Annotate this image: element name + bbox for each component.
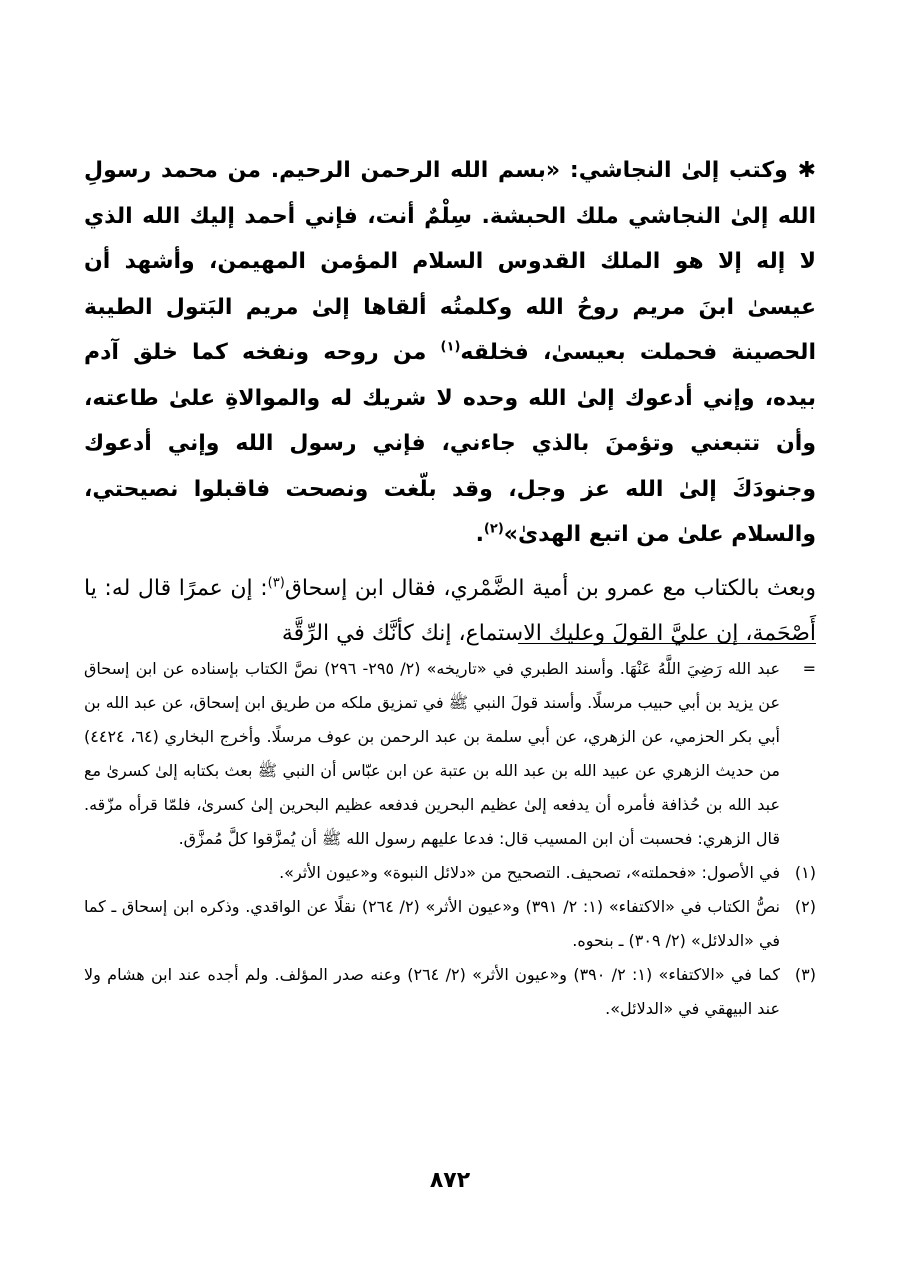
footnote-3-number: (٣) xyxy=(794,965,816,984)
paragraph-letter-cont: من روحه ونفخه كما خلق آدم بيده، وإني أدعوك إلىٰ الله وحده لا شريك له والموالاةِ علىٰ طاعته، وأن تتبعني وتؤمنَ بالذي جاءني، فإني رسول الله وإني أدعوك وجنودَكَ إلىٰ الله عز وجل، وقد بلّغت ونصحت فاقبلوا نصيحتي، والسلام علىٰ من اتبع الهدىٰ» xyxy=(84,340,816,547)
footnote-ref-1: (١) xyxy=(440,339,461,355)
paragraph-envoy-cont: : إن عمرًا قال له: يا أَصْحَمة، إن عليَّ القولَ وعليك الاستماع، إنك كأنَّك في الرِّقَّة xyxy=(84,575,816,646)
footnote-2 xyxy=(84,890,816,958)
footnotes xyxy=(84,652,816,1026)
footnote-continued-text: عبد الله رَضِيَ اللَّهُ عَنْهَا. وأسند الطبري في «تاريخه» (٢/ ٢٩٥- ٢٩٦) نصَّ الكتاب بإسناده عن ابن إسحاق عن يزيد بن أبي حبيب مرسلًا. وأسند قولَ النبي ﷺ في تمزيق ملكه من طريق ابن إسحاق، عن عبد الله بن أبي بكر الحزمي، عن الزهري، عن أبي سلمة بن عبد الرحمن بن عوف مرسلًا. وأخرج البخاري (٦٤، ٤٤٢٤) من حديث الزهري عن عبيد الله بن عبد الله بن عتبة عن ابن عبّاس أن النبي ﷺ بعث بكتابه إلىٰ كسرىٰ مع عبد الله بن حُذافة فأمره أن يدفعه إلىٰ عظيم البحرين فدفعه عظيم البحرين إلىٰ كسرىٰ، فلمّا قرأه مزّقه. قال الزهري: فحسبت أن ابن المسيب قال: فدعا عليهم رسول الله ﷺ أن يُمزَّقوا كلَّ مُمزَّق. xyxy=(84,659,781,848)
footnote-2-text: نصُّ الكتاب في «الاكتفاء» (١: ٢/ ٣٩١) و«عيون الأثر» (٢/ ٢٦٤) نقلًا عن الواقدي. وذكره ابن إسحاق ـ كما في «الدلائل» (٢/ ٣٠٩) ـ بنحوه. xyxy=(84,897,781,950)
footnote-continued xyxy=(84,652,816,856)
footnote-1 xyxy=(84,856,816,890)
footnote-3-text: كما في «الاكتفاء» (١: ٢/ ٣٩٠) و«عيون الأثر» (٢/ ٢٦٤) وعنه صدر المؤلف. ولم أجده عند ابن هشام ولا عند البيهقي في «الدلائل». xyxy=(84,965,780,1018)
paragraph-letter xyxy=(84,148,816,558)
main-text xyxy=(84,148,816,657)
asterisk-icon: ✱ xyxy=(787,158,817,183)
footnote-divider xyxy=(518,643,816,644)
footnote-2-number: (٢) xyxy=(794,897,816,916)
paragraph-letter-text: وكتب إلىٰ النجاشي: «بسم الله الرحمن الرحيم. من محمد رسولِ الله إلىٰ النجاشي ملك الحبشة. سِلْمٌ أنت، فإني أحمد إليك الله الذي لا إله إلا هو الملك القدوس السلام المؤمن المهيمن، وأشهد أن عيسىٰ ابنَ مريم روحُ الله وكلمتُه ألقاها إلىٰ مريم البَتول الطيبة الحصينة فحملت بعيسىٰ، فخلقه xyxy=(84,158,816,365)
page-number: ٨٧٢ xyxy=(429,1168,471,1193)
footnote-continued-mark: = xyxy=(802,659,816,678)
paragraph-envoy-text: وبعث بالكتاب مع عمرو بن أمية الضَّمْري، فقال ابن إسحاق xyxy=(284,575,817,601)
footnote-1-number: (١) xyxy=(794,863,816,882)
paragraph-letter-end: . xyxy=(475,522,484,547)
footnote-ref-2: (٢) xyxy=(483,521,504,537)
footnote-1-text: في الأصول: «فحملته»، تصحيف. التصحيح من «دلائل النبوة» و«عيون الأثر». xyxy=(279,863,780,882)
footnote-3 xyxy=(84,958,816,1026)
footnote-ref-3: (٣) xyxy=(267,575,285,591)
